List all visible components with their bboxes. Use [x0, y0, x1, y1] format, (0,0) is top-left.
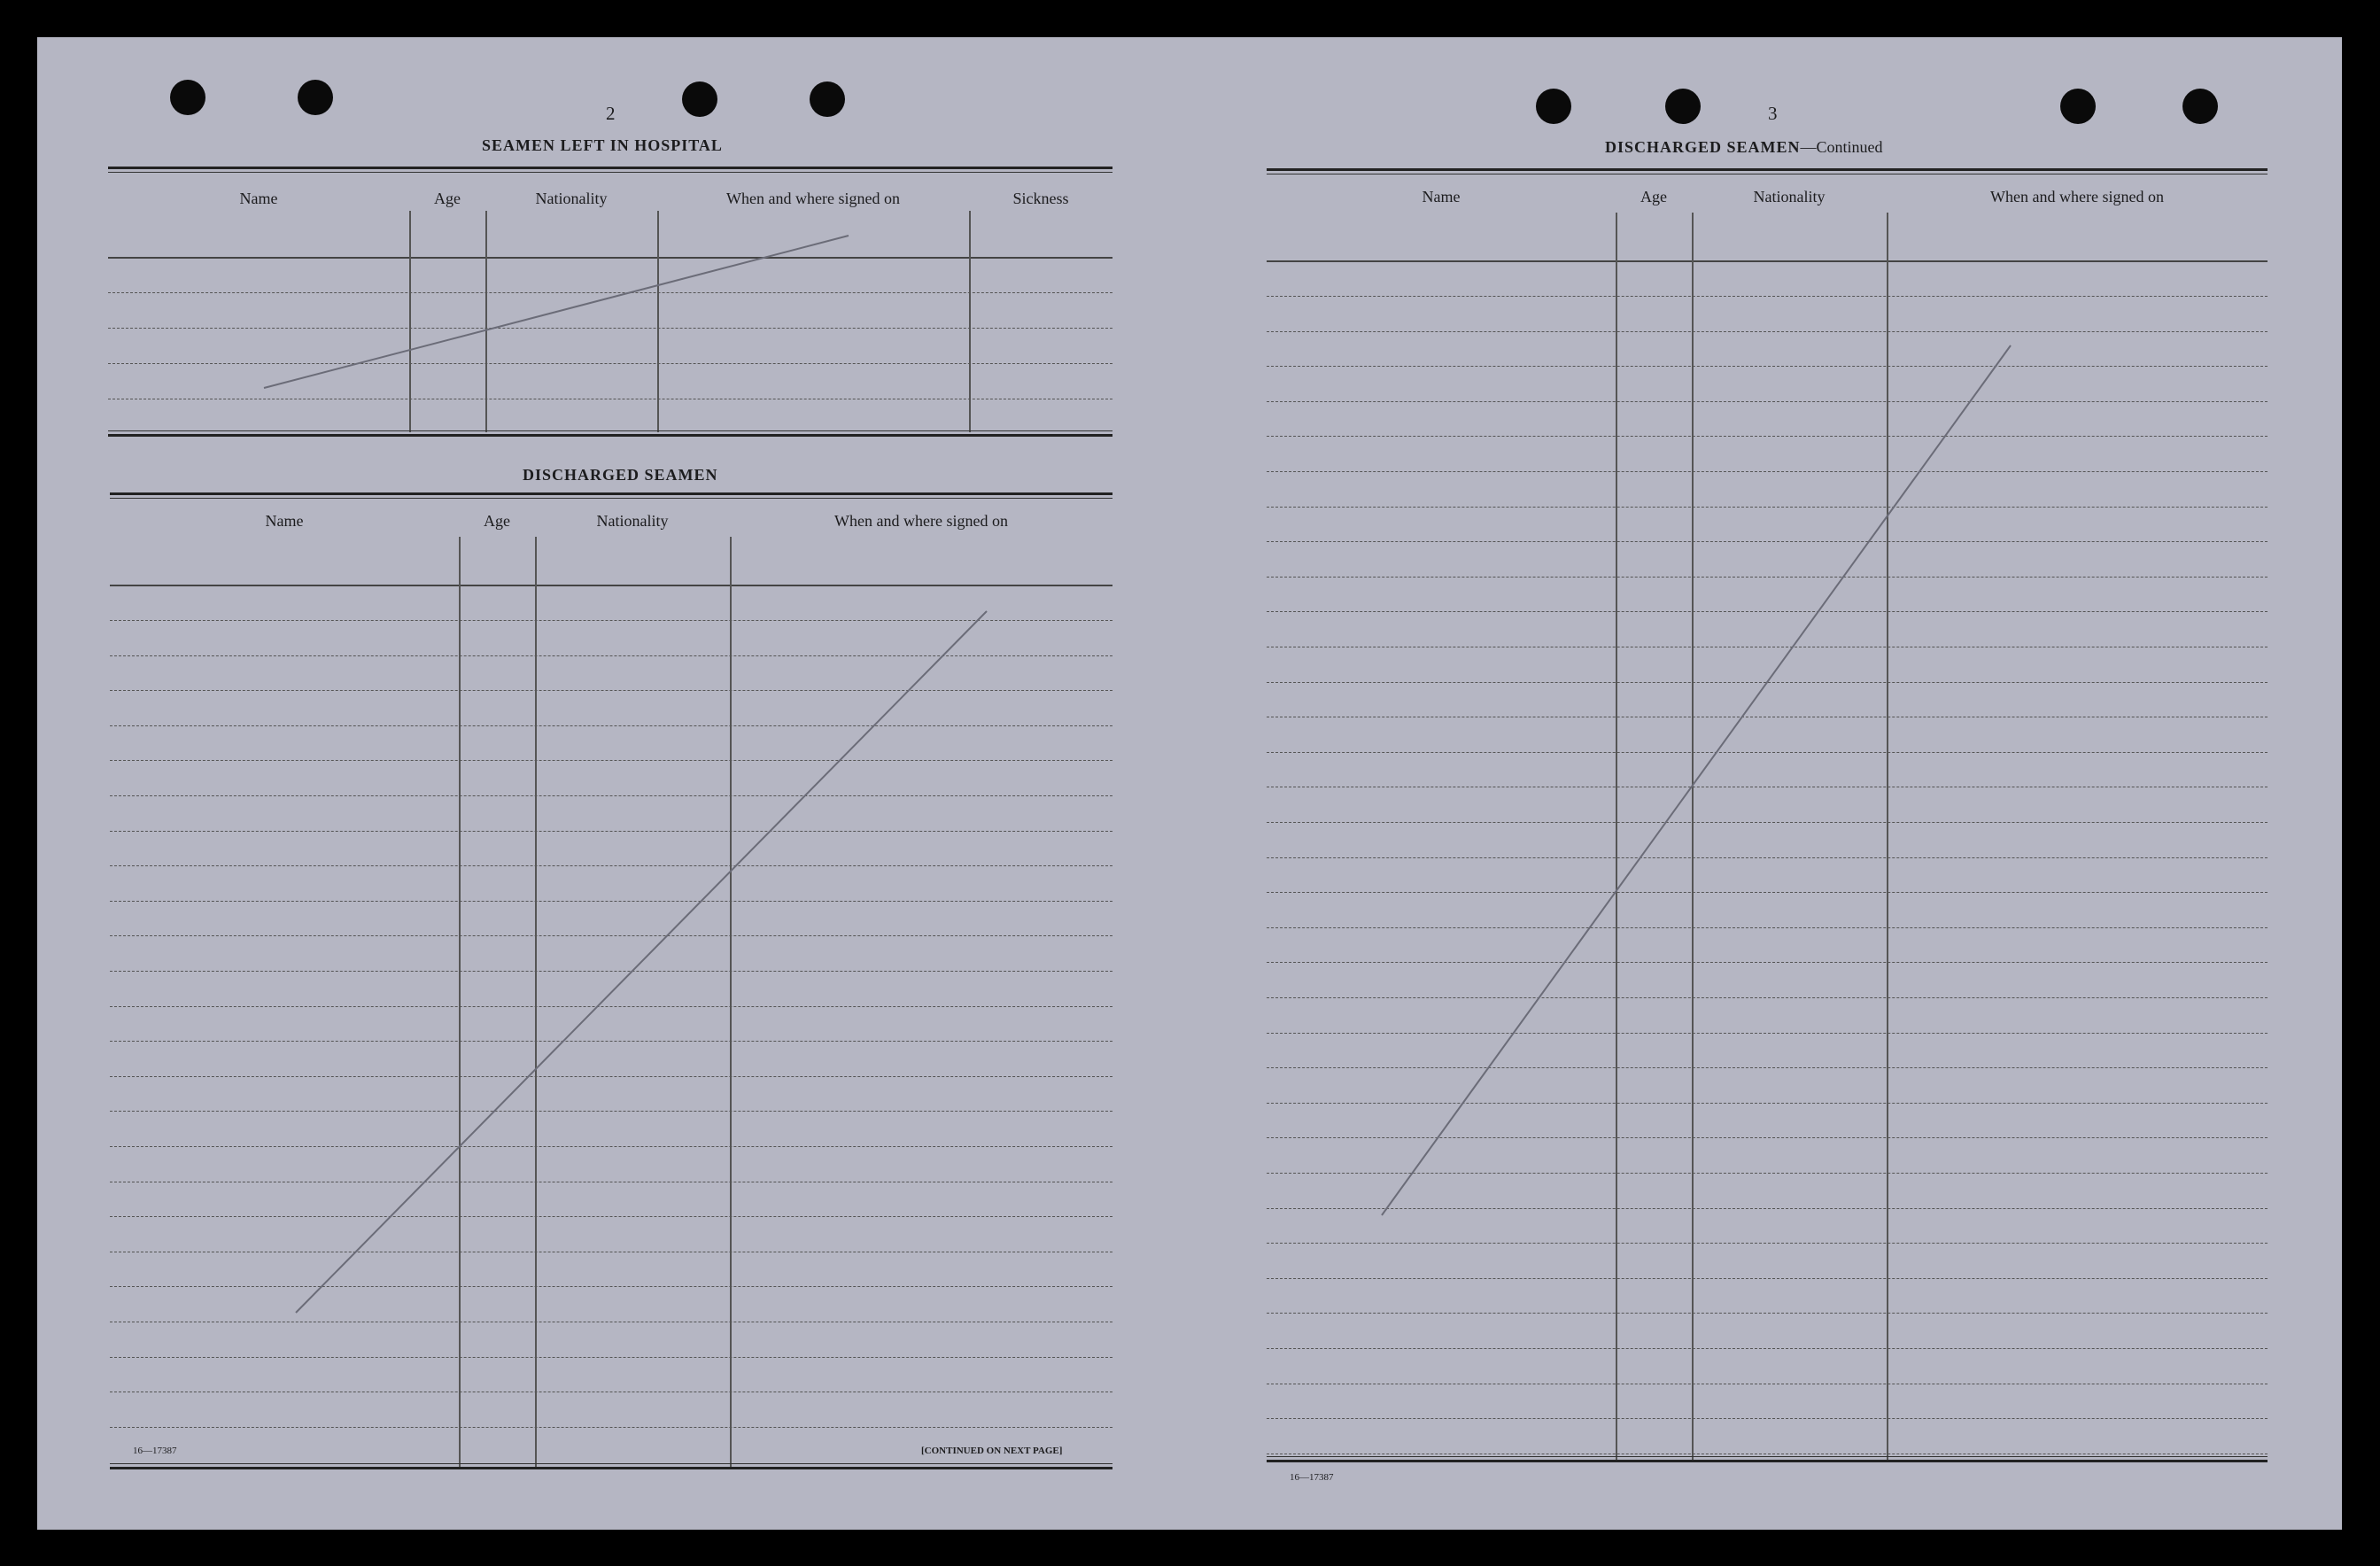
- table-row: [110, 1286, 1112, 1287]
- discharged-continued-table: [1267, 168, 2268, 1467]
- col-signed-on: When and where signed on: [1990, 188, 2164, 205]
- discharged-rows: [110, 492, 1112, 1476]
- table-row: [110, 831, 1112, 832]
- left-page: [37, 37, 1189, 1530]
- table-row: [1267, 366, 2268, 367]
- table-row: [1267, 892, 2268, 893]
- table-row: [1267, 401, 2268, 402]
- discharged-continued-title: [1605, 138, 1883, 157]
- table-row: [1267, 471, 2268, 472]
- table-row: [1267, 577, 2268, 578]
- table-row: [1267, 331, 2268, 332]
- manifest-sheet: [37, 37, 2342, 1530]
- table-row: [1267, 296, 2268, 297]
- table-row: [1267, 962, 2268, 963]
- table-row: [1267, 1173, 2268, 1174]
- col-name: Name: [239, 190, 278, 207]
- hospital-table: [108, 167, 1112, 438]
- form-number: 16—17387: [133, 1446, 177, 1456]
- table-row: [110, 935, 1112, 936]
- table-row: [110, 1146, 1112, 1147]
- table-row: [1267, 507, 2268, 508]
- table-row: [1267, 1033, 2268, 1034]
- col-signed-on: When and where signed on: [726, 190, 900, 207]
- table-row: [110, 1357, 1112, 1358]
- table-row: [110, 1111, 1112, 1112]
- page-number: 3: [1768, 103, 1778, 124]
- table-row: [110, 795, 1112, 796]
- table-row: [1267, 1243, 2268, 1244]
- right-page: [1189, 37, 2342, 1530]
- table-row: [1267, 857, 2268, 858]
- table-row: [110, 901, 1112, 902]
- continued-note: [CONTINUED ON NEXT PAGE]: [921, 1446, 1063, 1456]
- table-row: [110, 1006, 1112, 1007]
- table-row: [1267, 997, 2268, 998]
- table-row: [110, 971, 1112, 972]
- col-nationality: Nationality: [535, 190, 608, 207]
- table-row: [1267, 1137, 2268, 1138]
- table-row: [1267, 822, 2268, 823]
- table-row: [1267, 1067, 2268, 1068]
- table-row: [110, 760, 1112, 761]
- table-row: [110, 725, 1112, 726]
- table-row: [1267, 1208, 2268, 1209]
- col-name: Name: [1422, 188, 1461, 205]
- table-row: [1267, 1103, 2268, 1104]
- form-number: 16—17387: [1290, 1472, 1334, 1483]
- table-row: [110, 690, 1112, 691]
- discharged-section-title: DISCHARGED SEAMEN: [523, 466, 718, 484]
- col-signed-on: When and where signed on: [834, 512, 1008, 530]
- table-row: [110, 1216, 1112, 1217]
- table-row: [110, 1041, 1112, 1042]
- title-suffix: —Continued: [1800, 138, 1883, 156]
- col-nationality: Nationality: [596, 512, 669, 530]
- page-number: 2: [606, 103, 616, 124]
- col-sickness: Sickness: [1012, 190, 1069, 207]
- col-name: Name: [265, 512, 304, 530]
- table-row: [110, 865, 1112, 866]
- table-row: [1267, 682, 2268, 683]
- table-row: [1267, 1418, 2268, 1419]
- table-row: [110, 1076, 1112, 1077]
- table-row: [1267, 611, 2268, 612]
- table-row: [1267, 1313, 2268, 1314]
- hospital-section-title: SEAMEN LEFT IN HOSPITAL: [482, 136, 723, 154]
- table-row: [1267, 752, 2268, 753]
- table-row: [1267, 1348, 2268, 1349]
- discharged-table: [110, 492, 1112, 1476]
- col-age: Age: [484, 512, 510, 530]
- col-age: Age: [434, 190, 461, 207]
- col-nationality: Nationality: [1753, 188, 1826, 205]
- table-row: [110, 1427, 1112, 1428]
- title-main: DISCHARGED SEAMEN: [1605, 138, 1801, 156]
- table-row: [110, 655, 1112, 656]
- table-row: [110, 620, 1112, 621]
- discharged-rows: [1267, 168, 2268, 1467]
- table-row: [1267, 436, 2268, 437]
- table-row: [1267, 541, 2268, 542]
- col-age: Age: [1640, 188, 1667, 205]
- table-row: [1267, 1278, 2268, 1279]
- table-row: [1267, 927, 2268, 928]
